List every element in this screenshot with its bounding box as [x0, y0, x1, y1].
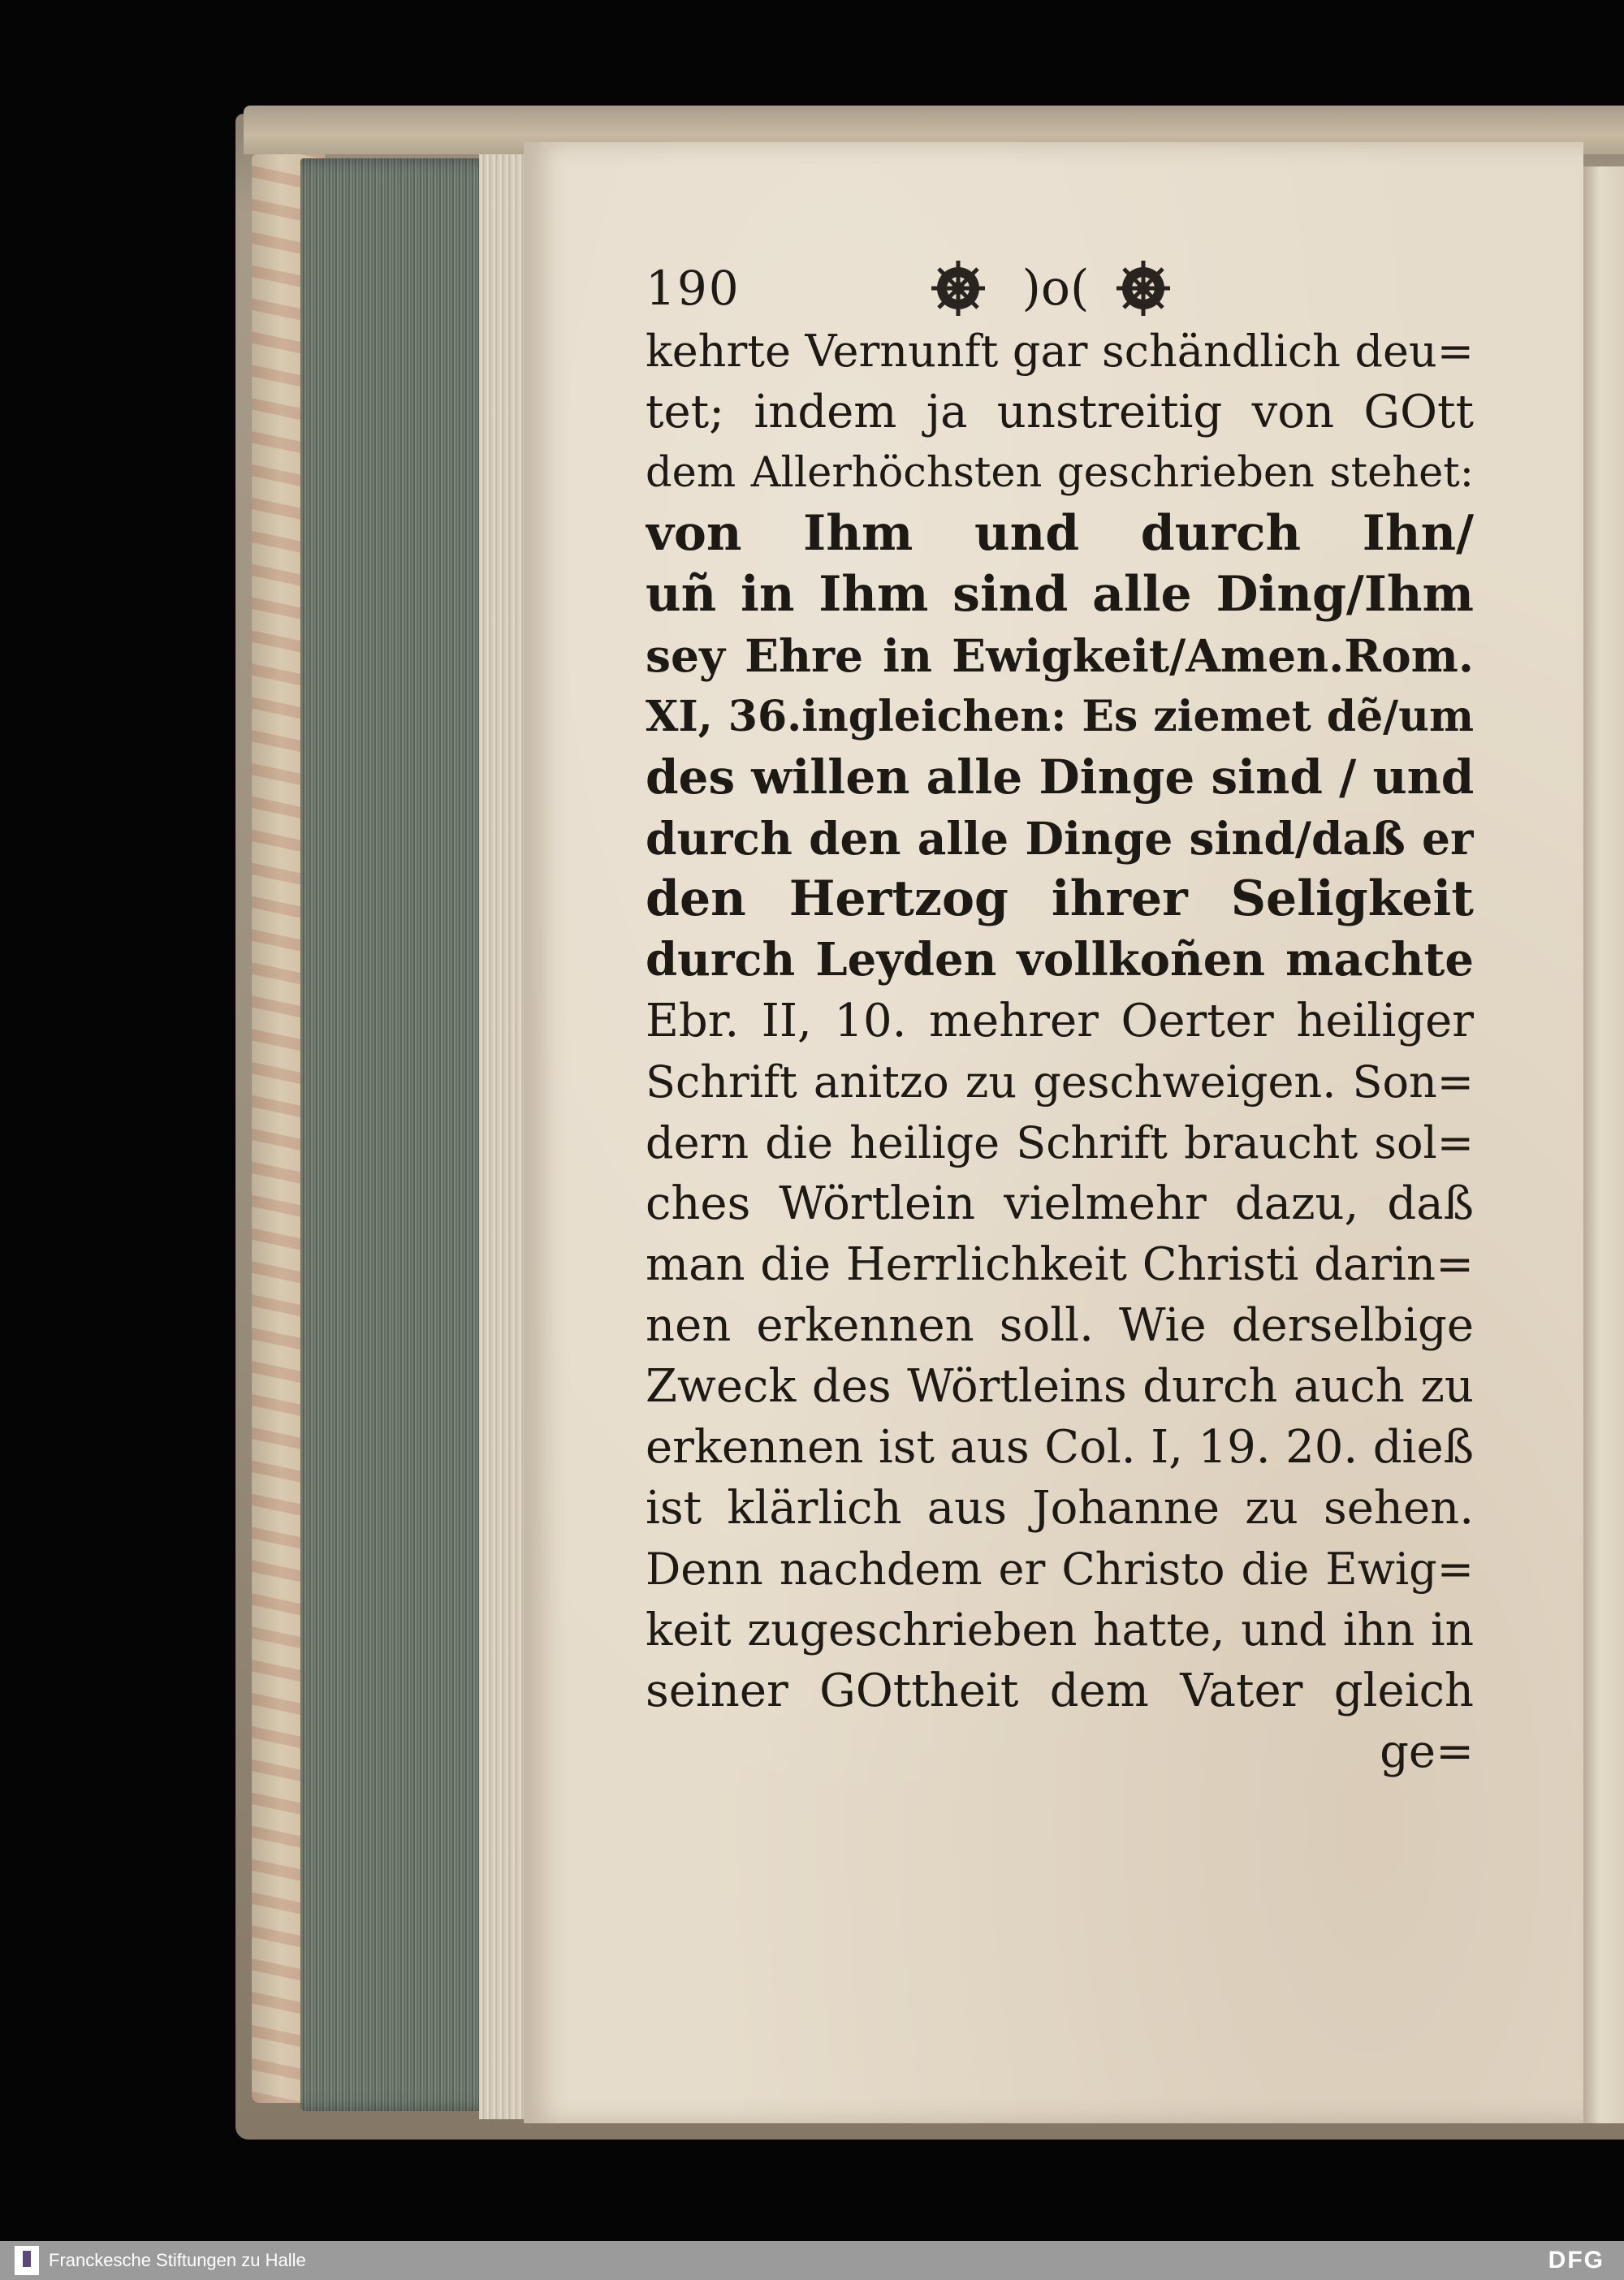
text-line: erkennen ist aus Col. I, 19. 20. dieß — [646, 1421, 1474, 1474]
institution-name: Franckesche Stiftungen zu Halle — [49, 2250, 306, 2270]
catchword: ge= — [1380, 1725, 1474, 1778]
book — [235, 106, 1624, 2140]
text-line-emphasis: sey Ehre in Ewigkeit/Amen.Rom. — [646, 629, 1474, 682]
page-edges-light — [479, 154, 528, 2119]
text-line: Ebr. II, 10. mehrer Oerter heiliger — [646, 995, 1474, 1047]
page-number: 190 — [646, 261, 741, 316]
text-line: Zweck des Wörtleins durch auch zu — [646, 1360, 1474, 1413]
text-line: keit zugeschrieben hatte, und ihn in — [646, 1604, 1474, 1656]
text-line-emphasis: von Ihm und durch Ihn/ — [646, 505, 1474, 562]
text-line: kehrte Vernunft gar schändlich deu= — [646, 326, 1474, 377]
text-line: dem Allerhöchsten geschrieben stehet: — [646, 449, 1474, 497]
text-line-emphasis: uñ in Ihm sind alle Ding/Ihm — [646, 566, 1474, 623]
text-line: seiner GOttheit dem Vater gleich — [646, 1665, 1474, 1717]
running-head — [646, 256, 1490, 329]
book-page — [524, 142, 1583, 2123]
text-line: nen erkennen soll. Wie derselbige — [646, 1299, 1474, 1352]
text-line-emphasis: des willen alle Dinge sind / und — [646, 749, 1474, 805]
text-line: ist klärlich aus Johanne zu sehen. — [646, 1482, 1474, 1535]
text-line: dern die heilige Schrift braucht sol= — [646, 1117, 1474, 1168]
text-line: Denn nachdem er Christo die Ewig= — [646, 1544, 1474, 1595]
dfg-logo: DFG — [1548, 2247, 1605, 2274]
text-line-emphasis: XI, 36.ingleichen: Es ziemet dẽ/um — [646, 692, 1474, 741]
text-line: ches Wörtlein vielmehr dazu, daß — [646, 1177, 1474, 1230]
text-line: man die Herrlichkeit Christi darin= — [646, 1238, 1474, 1291]
viewer-footer — [0, 2241, 1624, 2280]
text-line-emphasis: den Hertzog ihrer Seligkeit — [646, 870, 1474, 927]
text-line-emphasis: durch den alle Dinge sind/daß er — [646, 812, 1474, 865]
institution-logo-icon — [15, 2246, 39, 2275]
text-line: Schrift anitzo zu geschweigen. Son= — [646, 1056, 1474, 1108]
text-line-emphasis: durch Leyden vollkoñen machte — [646, 933, 1474, 987]
body-text — [646, 321, 1474, 1782]
text-line: tet; indem ja unstreitig von GOtt — [646, 386, 1474, 438]
flower-ornament-icon — [930, 256, 987, 321]
facing-page-edge — [1583, 166, 1624, 2123]
flower-ornament-icon — [1115, 256, 1172, 321]
running-head-separator: )o( — [1021, 260, 1090, 317]
